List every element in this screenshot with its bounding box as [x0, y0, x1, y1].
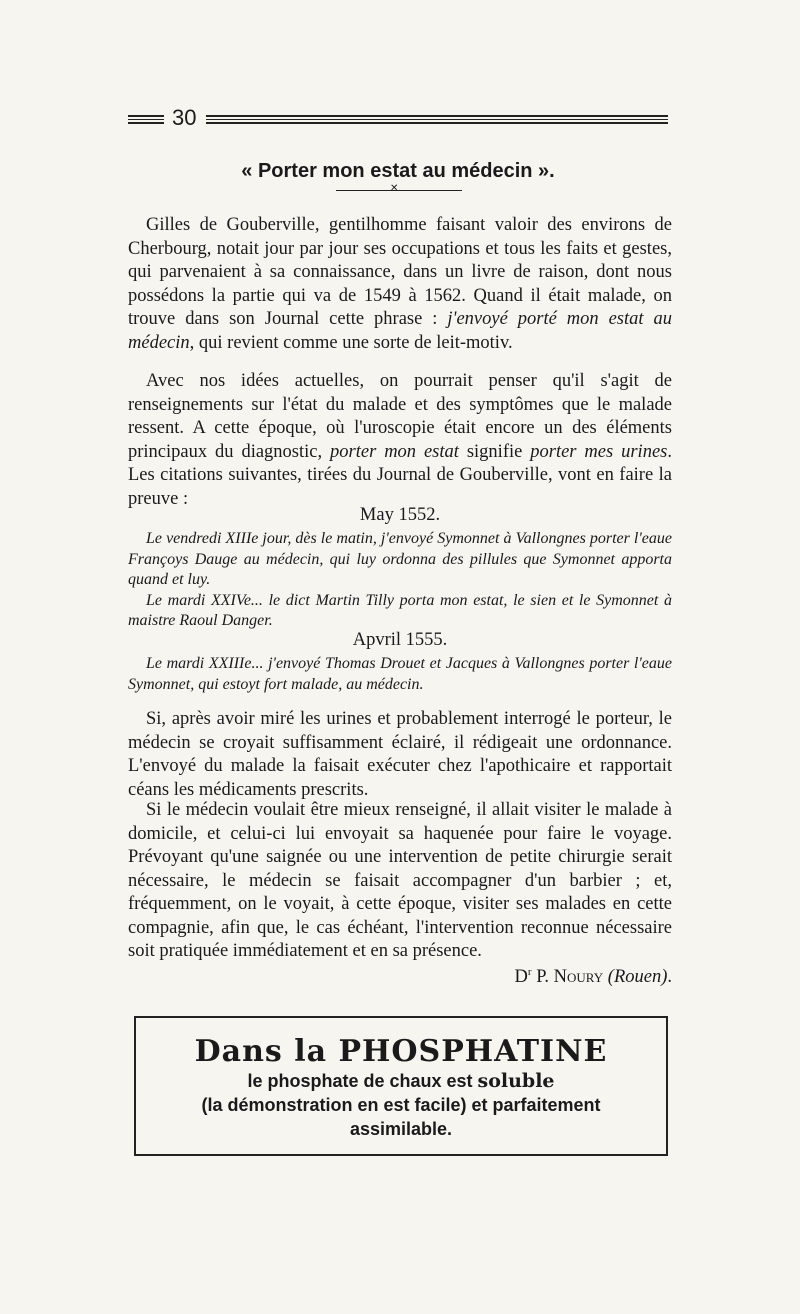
page-number: 30 [172, 105, 197, 130]
paragraph-4-text: Si le médecin voulait être mieux renseigné, il allait visiter le malade à domicile, et celui-ci lui envoyait sa haquenée pour faire le voyage. Prévoyant qu'une saignée ou une intervention de petite chirurgie serait nécessaire, le médecin se faisait accompagner d'un barbier ; et, fréquemment, on le voyait, à cette époque, visiter ses malades en cette compagnie, afin que, le cas échéant, l'intervention reconnue nécessaire soit pratiquée immédiatement et en sa présence. [128, 800, 672, 961]
paragraph-4 [128, 799, 672, 964]
paragraph-1-text-b: , qui revient comme une sorte de leit-motiv. [189, 332, 513, 353]
date-heading-apvril: Apvril 1555. [352, 630, 448, 650]
paragraph-1 [128, 214, 672, 355]
divider-ornament: ✕ [390, 183, 399, 194]
advertisement-box [134, 1016, 668, 1156]
paragraph-2-text-b: signifie [458, 441, 531, 462]
signature-name: P. Noury [531, 967, 608, 988]
paragraph-2-text-c: . Les citations suivantes, tirées du Journal de Gouberville, vont en faire la preuve : [128, 441, 672, 509]
quotation-2 [128, 654, 672, 695]
ad-line-2: (la démonstration en est facile) et parfaitement [201, 1095, 601, 1115]
paragraph-2-italic-1: porter mon estat [330, 441, 459, 462]
ad-line-3: assimilable. [349, 1119, 453, 1139]
paragraph-3-text: Si, après avoir miré les urines et probablement interrogé le porteur, le médecin se croyait suffisamment éclairé, il rédigeait une ordonnance. L'envoyé du malade la faisait exécuter chez l'apothicaire et rapportait céans les médicaments prescrits. [128, 709, 672, 800]
quotation-1 [128, 529, 672, 632]
ad-line-1-text: le phosphate de chaux est [247, 1071, 478, 1091]
signature-end: . [667, 967, 672, 988]
paragraph-2-text-a: Avec nos idées actuelles, on pourrait penser qu'il s'agit de renseignements sur l'état du malade et des symptômes que le malade ressent. A cette époque, où l'uroscopie était encore un des éléments principaux du diagnostic, [128, 371, 672, 462]
paragraph-3 [128, 708, 672, 802]
quotation-2-entry: Le mardi XXIIIe... j'envoyé Thomas Drouet et Jacques à Vallongnes porter l'eaue Symonnet, qui estoyt fort malade, au médecin. [128, 655, 672, 693]
header-rule-right [206, 115, 668, 124]
paragraph-1-text-a: Gilles de Gouberville, gentilhomme faisant valoir des environs de Cherbourg, notait jour par jour ses occupations et tous les faits et gestes, qui parvenaient à sa connaissance, dans un livre de raison, dont nous possédons la partie qui va de 1549 à 1562. Quand il était malade, on trouve dans son Journal cette phrase : [128, 215, 672, 329]
date-heading-may: May 1552. [359, 505, 441, 525]
ad-soluble: soluble [477, 1070, 555, 1092]
quotation-1-entry-2: Le mardi XXIVe... le dict Martin Tilly porta mon estat, le sien et le Symonnet à maistre Raoul Danger. [128, 591, 672, 629]
title-divider [336, 190, 462, 191]
author-signature [515, 966, 672, 988]
signature-place: (Rouen) [607, 967, 668, 988]
header-rule-left [128, 115, 164, 124]
article-title: « Porter mon estat au médecin ». [241, 160, 555, 182]
quotation-1-entry-1: Le vendredi XIIIe jour, dès le matin, j'envoyé Symonnet à Vallongnes porter l'eaue Françoys Dauge au médecin, qui luy ordonna des pillules que Symonnet apporta quand et luy. [128, 530, 672, 588]
ad-line-1 [136, 1069, 666, 1093]
signature-title-sup: r [527, 966, 532, 978]
ad-title: Dans la PHOSPHATINE [194, 1034, 608, 1069]
signature-title: D [514, 967, 528, 988]
page-header [128, 105, 668, 132]
paragraph-1-italic: j'envoyé porté mon estat au médecin [128, 309, 672, 353]
paragraph-2-italic-2: porter mes urines [530, 441, 668, 462]
paragraph-2 [128, 370, 672, 511]
